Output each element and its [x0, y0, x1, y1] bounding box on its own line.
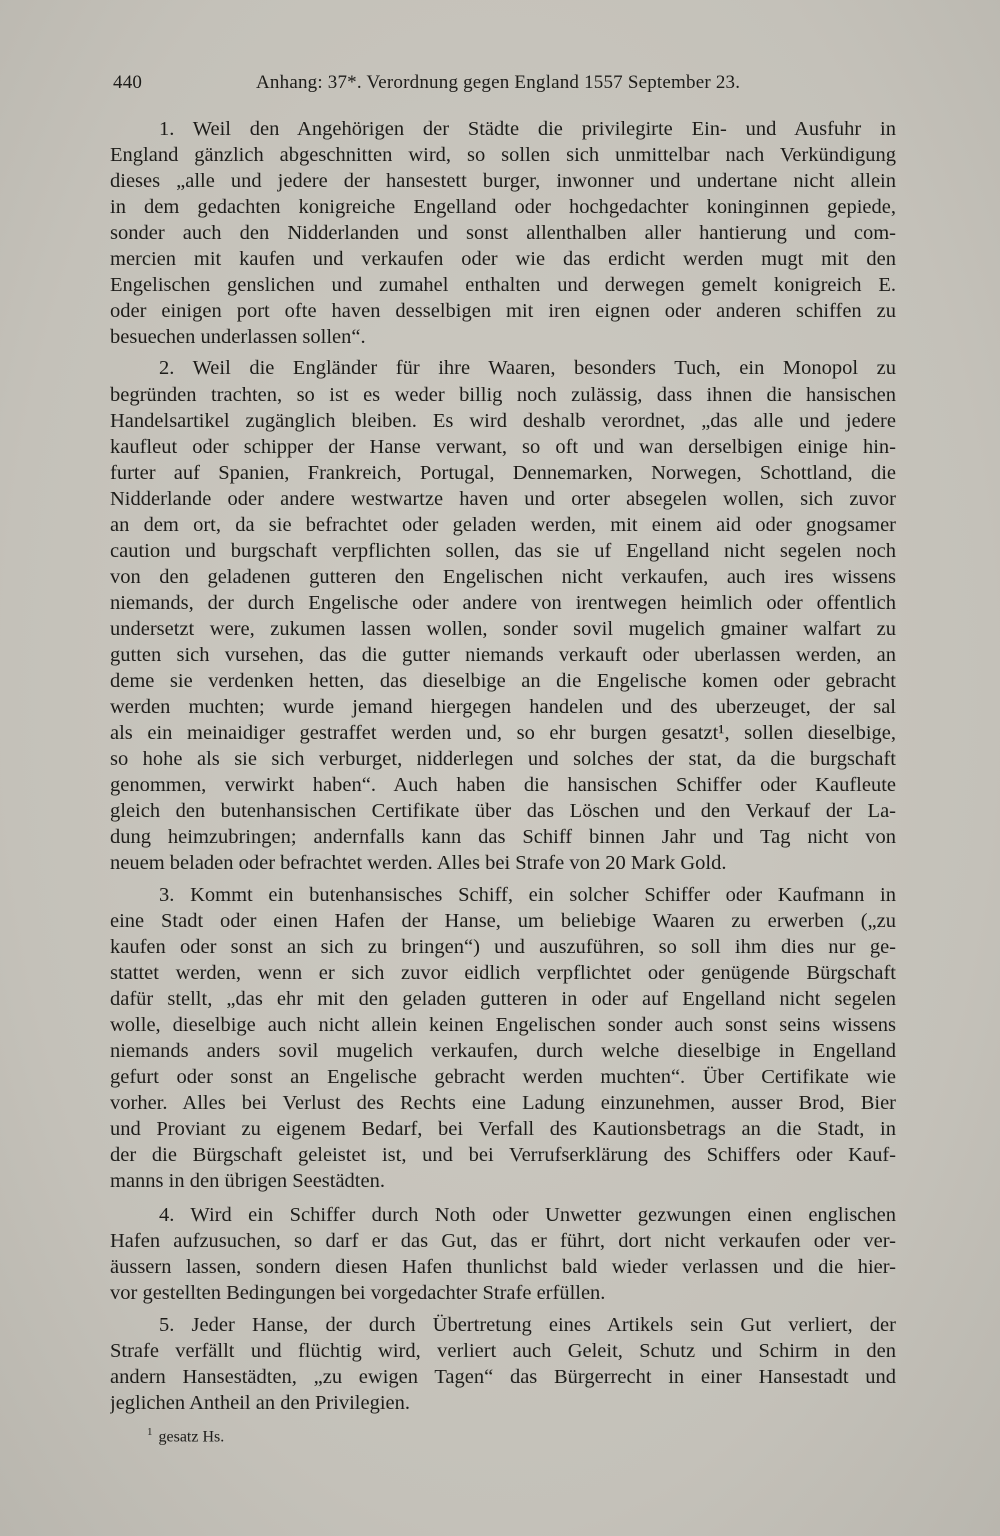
- text-line: vor gestellten Bedingungen bei vorgedachter Strafe erfüllen.: [110, 1282, 606, 1304]
- text-line: furter auf Spanien, Frankreich, Portugal, Dennemarken, Norwegen, Schottland, die: [110, 462, 896, 484]
- text-line: 3. Kommt ein butenhansisches Schiff, ein solcher Schiffer oder Kaufmann in: [159, 884, 896, 906]
- text-line: kaufen oder sonst an sich zu bringen“) und auszuführen, so soll ihm dies nur ge-: [110, 936, 896, 958]
- text-line: kaufleut oder schipper der Hanse verwant, so oft und wan derselbigen einige hin-: [110, 436, 896, 458]
- text-line: werden muchten; wurde jemand hiergegen handelen und des uberzeuget, der sal: [110, 696, 896, 718]
- text-line: begründen trachten, so ist es weder billig noch zulässig, dass ihnen die hansischen: [110, 384, 896, 406]
- text-line: andern Hansestädten, „zu ewigen Tagen“ das Bürgerrecht in einer Hansestadt und: [110, 1366, 896, 1388]
- text-line: manns in den übrigen Seestädten.: [110, 1170, 385, 1192]
- text-line: caution und burgschaft verpflichten sollen, das sie uf Engelland nicht segelen noch: [110, 540, 896, 562]
- text-line: dafür stellt, „das ehr mit den geladen gutteren in oder auf Engelland nicht segelen: [110, 988, 896, 1010]
- text-line: neuem beladen oder befrachtet werden. Alles bei Strafe von 20 Mark Gold.: [110, 852, 727, 874]
- text-line: der die Bürgschaft geleistet ist, und bei Verrufserklärung des Schiffers oder Kauf-: [110, 1144, 896, 1166]
- text-line: 4. Wird ein Schiffer durch Noth oder Unwetter gezwungen einen englischen: [159, 1204, 896, 1226]
- text-line: jeglichen Antheil an den Privilegien.: [110, 1392, 411, 1414]
- text-line: dieses „alle und jedere der hansestett burger, inwonner und undertane nicht allein: [110, 170, 896, 192]
- text-line: mercien mit kaufen und verkaufen oder wie das erdicht werden mugt mit den: [110, 248, 896, 270]
- text-line: 1. Weil den Angehörigen der Städte die privilegirte Ein- und Ausfuhr in: [159, 118, 896, 140]
- text-line: genommen, verwirkt haben“. Auch haben die hansischen Schiffer oder Kaufleute: [110, 774, 896, 796]
- page-number: 440: [113, 72, 143, 93]
- text-line: Handelsartikel zugänglich bleiben. Es wird deshalb verordnet, „das alle und jedere: [110, 410, 896, 432]
- text-line: oder einigen port ofte haven desselbigen mit iren eignen oder anderen schiffen zu: [110, 300, 896, 322]
- text-line: äussern lassen, sondern diesen Hafen thunlichst bald wieder verlassen und die hier-: [110, 1256, 896, 1278]
- text-line: von den geladenen gutteren den Engelischen nicht verkaufen, auch ires wissens: [110, 566, 896, 588]
- footnote-marker: 1: [147, 1426, 153, 1438]
- text-line: gefurt oder sonst an Engelische gebracht werden muchten“. Über Certifikate wie: [110, 1066, 896, 1088]
- text-line: wolle, dieselbige auch nicht allein keinen Engelischen sonder auch sonst seins wissens: [110, 1014, 896, 1036]
- text-line: besuechen underlassen sollen“.: [110, 326, 366, 348]
- text-line: als ein meinaidiger gestraffet werden und, so ehr burgen gesatzt¹, sollen dieselbige,: [110, 722, 896, 744]
- text-line: eine Stadt oder einen Hafen der Hanse, um beliebige Waaren zu erwerben („zu: [110, 910, 896, 932]
- text-line: deme sie verdenken hetten, das dieselbige an die Engelische komen oder gebracht: [110, 670, 896, 692]
- text-line: Engelischen genslichen und zumahel enthalten und derwegen gemelt konigreich E.: [110, 274, 896, 296]
- text-line: undersetzt were, zukumen lassen wollen, sonder sovil mugelich gmainer walfart zu: [110, 618, 896, 640]
- footnote-text: gesatz Hs.: [158, 1428, 225, 1446]
- text-line: niemands anders sovil mugelich verkaufen, durch welche dieselbige in Engelland: [110, 1040, 896, 1062]
- text-line: in dem gedachten konigreiche Engelland oder hochgedachter koninginnen gepiede,: [110, 196, 896, 218]
- text-line: gleich den butenhansischen Certifikate über das Löschen und den Verkauf der La-: [110, 800, 896, 822]
- text-line: vorher. Alles bei Verlust des Rechts eine Ladung einzunehmen, ausser Brod, Bier: [110, 1092, 896, 1114]
- text-line: 2. Weil die Engländer für ihre Waaren, besonders Tuch, ein Monopol zu: [159, 357, 896, 379]
- text-line: dung heimzubringen; andernfalls kann das Schiff binnen Jahr und Tag nicht von: [110, 826, 896, 848]
- text-line: Strafe verfällt und flüchtig wird, verliert auch Geleit, Schutz und Schirm in den: [110, 1340, 896, 1362]
- text-line: gutten sich vursehen, das die gutter niemands verkauft oder uberlassen werden, an: [110, 644, 896, 666]
- text-line: stattet werden, wenn er sich zuvor eidlich verpflichtet oder genügende Bürgschaft: [110, 962, 896, 984]
- text-line: 5. Jeder Hanse, der durch Übertretung eines Artikels sein Gut verliert, der: [159, 1314, 896, 1336]
- text-line: Hafen aufzusuchen, so darf er das Gut, das er führt, dort nicht verkaufen oder ver-: [110, 1230, 896, 1252]
- text-line: sonder auch den Nidderlanden und sonst allenthalben aller hantierung und com-: [110, 222, 896, 244]
- text-line: an dem ort, da sie befrachtet oder geladen werden, mit einem aid oder gnogsamer: [110, 514, 896, 536]
- text-line: niemands, der durch Engelische oder andere von irentwegen heimlich oder offentlich: [110, 592, 896, 614]
- text-line: und Proviant zu eigenem Bedarf, bei Verfall des Kautionsbetrags an die Stadt, in: [110, 1118, 896, 1140]
- text-line: England gänzlich abgeschnitten wird, so sollen sich unmittelbar nach Verkündigung: [110, 144, 896, 166]
- text-line: Nidderlande oder andere westwartze haven und orter absegelen wollen, sich zuvor: [110, 488, 896, 510]
- text-line: so hohe als sie sich verburget, nidderlegen und solches der stat, da die burgschaft: [110, 748, 896, 770]
- running-title: Anhang: 37*. Verordnung gegen England 1557 September 23.: [256, 72, 741, 93]
- footnote: [147, 1422, 224, 1447]
